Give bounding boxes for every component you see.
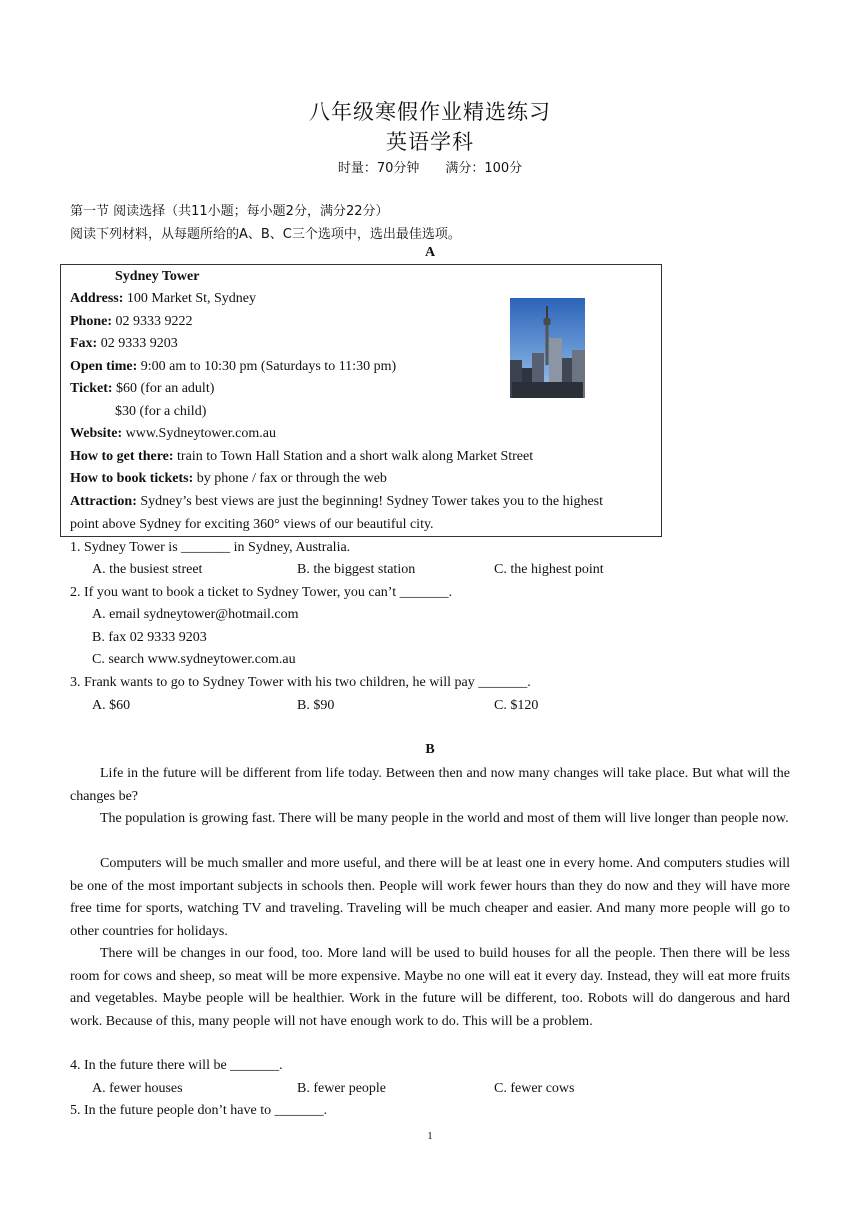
question-2-option-c: C. search www.sydneytower.com.au [92,652,296,667]
section-heading: 第一节 阅读选择（共11小题；每小题2分，满分22分） [70,204,389,219]
question-2-option-b: B. fax 02 9333 9203 [92,630,207,645]
question-4: 4. In the future there will be _______. [70,1058,283,1073]
sydney-tower-photo [510,298,585,398]
info-row-website: Website: www.Sydneytower.com.au [70,426,276,441]
info-row-ticket-child: $30 (for a child) [115,404,207,419]
section-instruction: 阅读下列材料，从每题所给的A、B、C三个选项中，选出最佳选项。 [70,227,461,242]
question-2-option-a: A. email sydneytower@hotmail.com [92,607,299,622]
subject-title: 英语学科 [386,130,474,154]
info-row-fax: Fax: 02 9333 9203 [70,336,178,351]
info-row-directions: How to get there: train to Town Hall Station and a short walk along Market Street [70,449,534,464]
question-1: 1. Sydney Tower is _______ in Sydney, Australia. [70,540,351,555]
exam-meta: 时量：70分钟 满分：100分 [337,161,523,176]
passage-b-paragraph: The population is growing fast. There will be many people in the world and most of them will live longer than people now. [100,811,789,826]
page-title: 八年级寒假作业精选练习 [309,100,551,124]
info-row-attraction-cont: point above Sydney for exciting 360° views of our beautiful city. [70,517,434,532]
passage-b-paragraph: Life in the future will be different from life today. Between then and now many changes will take place. But what will the changes be? [70,766,790,804]
question-1-option-c: C. the highest point [494,562,604,577]
info-row-phone: Phone: 02 9333 9222 [70,314,193,329]
question-3-option-a: A. $60 [92,698,131,713]
passage-b-paragraph: Computers will be much smaller and more useful, and there will be at least one in every home. And computers studies will be one of the most important subjects in schools then. People will work fewer hours than they do now and they will have more free time for sports, watching TV and traveling. Traveling will be much cheaper and easier. And many more people will go to other countries for holidays. [70,856,790,939]
question-1-option-b: B. the biggest station [297,562,416,577]
passage-b-label: B [425,742,435,757]
question-3: 3. Frank wants to go to Sydney Tower with his two children, he will pay _______. [70,675,531,690]
info-row-attraction: Attraction: Sydney’s best views are just the beginning! Sydney Tower takes you to the highest [70,494,604,509]
info-row-booking: How to book tickets: by phone / fax or through the web [70,471,387,486]
passage-a-label: A [424,245,436,260]
passage-b-paragraph: There will be changes in our food, too. More land will be used to build houses for all the people. Then there will be less room for cows and sheep, so meat will be more expensive. Maybe no one will eat it every day. Instead, they will eat more fruits and vegetables. Maybe people will be healthier. Work in the future will be different, too. Robots will do dangerous and hard work. Because of this, many people will not have enough work to do. This will be a problem. [70,946,790,1029]
question-3-option-c: C. $120 [494,698,539,713]
info-row-address: Address: 100 Market St, Sydney [70,291,257,306]
info-row-open-time: Open time: 9:00 am to 10:30 pm (Saturdays to 11:30 pm) [70,359,397,374]
question-4-option-b: B. fewer people [297,1081,387,1096]
info-box-title: Sydney Tower [115,269,200,284]
question-2: 2. If you want to book a ticket to Sydney Tower, you can’t _______. [70,585,453,600]
question-5: 5. In the future people don’t have to _______. [70,1103,328,1118]
page-number: 1 [427,1130,433,1142]
info-row-ticket: Ticket: $60 (for an adult) [70,381,215,396]
question-4-option-a: A. fewer houses [92,1081,183,1096]
question-3-option-b: B. $90 [297,698,335,713]
question-1-option-a: A. the busiest street [92,562,203,577]
question-4-option-c: C. fewer cows [494,1081,575,1096]
